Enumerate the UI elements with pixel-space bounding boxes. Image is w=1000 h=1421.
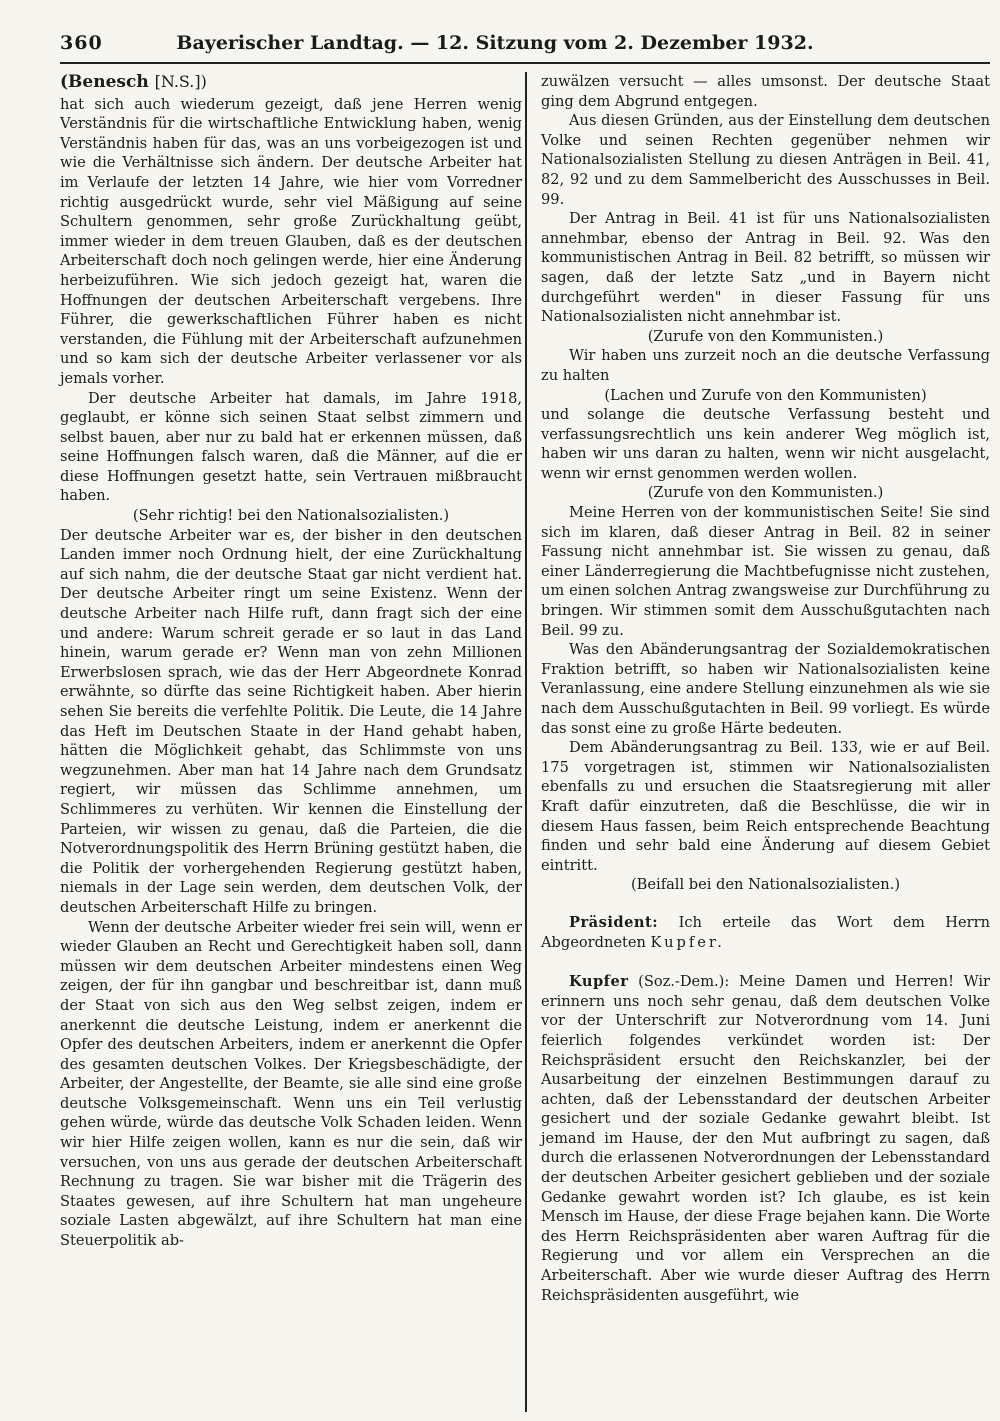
interjection: (Beifall bei den Nationalsozialisten.)	[630, 876, 901, 894]
page-header	[60, 32, 990, 62]
page-number: 360	[60, 32, 103, 54]
running-title: Bayerischer Landtag. — 12. Sitzung vom 2. Dezember 1932.	[176, 32, 814, 54]
left-column	[60, 72, 522, 1251]
interjection: (Sehr richtig! bei den Nationalsozialisten.)	[132, 507, 450, 525]
paragraph: Aus diesen Gründen, aus der Einstellung dem deutschen Volke und seinen Rechten gegenüber nehmen wir Nationalsozialisten Stellung zu diesen Anträgen in Beil. 41, 82, 92 und zu dem Sammelbericht des Ausschusses in Beil. 99.	[541, 112, 990, 208]
paragraph: hat sich auch wiederum gezeigt, daß jene Herren wenig Verständnis für die wirtschaftliche Entwicklung haben, wenig Verständnis haben für das, was an uns vorbeigezogen ist und wie die Verhältnisse sich ändern. Der deutsche Arbeiter hat im Verlaufe der letzten 14 Jahre, wie hier vom Vorredner richtig ausgedrückt wurde, sehr viel Mäßigung auf seine Schultern genommen, sehr große Zurückhaltung geübt, immer wieder in dem treuen Glauben, daß es der deutschen Arbeiterschaft doch noch gelingen werde, hier eine Änderung herbeizuführen. Wie sich jedoch gezeigt hat, waren die Hoffnungen der deutschen Arbeiterschaft vergebens. Ihre Führer, die gewerkschaftlichen Führer haben es nicht verstanden, die Fühlung mit der Arbeiterschaft aufzunehmen und so kam sich der deutsche Arbeiter verlassener vor als jemals vorher.	[60, 95, 522, 387]
interjection: (Zurufe von den Kommunisten.)	[647, 327, 884, 345]
paragraph: Was den Abänderungsantrag der Sozialdemokratischen Fraktion betrifft, so haben wir Nationalsozialisten keine Veranlassung, eine andere Stellung einzunehmen als wie sie nach dem Ausschußgutachten in Beil. 99 vorliegt. Es würde das sonst eine zu große Härte bedeuten.	[541, 641, 990, 737]
interjection: (Zurufe von den Kommunisten.)	[647, 484, 884, 502]
header-rule	[60, 62, 990, 64]
speaker-party: [N.S.])	[154, 72, 207, 91]
speaker-party: (Soz.-Dem.):	[638, 973, 730, 991]
paragraph: Meine Herren von der kommunistischen Seite! Sie sind sich im klaren, daß dieser Antrag in Beil. 82 in seiner Fassung nicht annehmbar ist. Sie wissen zu genau, daß einer Länderregierung die Machtbefugnisse nicht zustehen, um einen solchen Antrag zwangsweise zur Durchführung zu bringen. Wir stimmen somit dem Ausschußgutachten nach Beil. 99 zu.	[541, 504, 990, 639]
spacer	[541, 958, 990, 972]
column-divider	[525, 72, 527, 1412]
paragraph: und solange die deutsche Verfassung besteht und verfassungsrechtlich uns kein anderer Weg möglich ist, haben wir uns daran zu halten, wenn wir nicht ausgelacht, wenn wir ernst genommen werden wollen.	[541, 406, 990, 482]
interjection: (Lachen und Zurufe von den Kommunisten)	[604, 386, 927, 404]
paragraph: Der deutsche Arbeiter hat damals, im Jahre 1918, geglaubt, er könne sich seinen Staat selbst zimmern und selbst bauen, aber nur zu bald hat er erkennen müssen, daß seine Hoffnungen falsch waren, daß die Männer, auf die er diese Hoffnungen gesetzt hatte, sein Vertrauen mißbraucht haben.	[60, 389, 522, 505]
statement-text: Ich erteile das Wort dem Herrn Abgeordneten	[541, 913, 990, 951]
speaker-heading	[60, 72, 522, 93]
speaker-label: Kupfer	[569, 973, 629, 991]
paragraph: Dem Abänderungsantrag zu Beil. 133, wie er auf Beil. 175 vorgetragen ist, stimmen wir Nationalsozialisten ebenfalls zu und ersuchen die Staatsregierung mit aller Kraft dafür einzutreten, daß die Beschlüsse, die wir in diesem Haus fassen, beim Reich entsprechende Beachtung finden und sehr bald eine Änderung auf diesem Gebiet eintritt.	[541, 739, 990, 874]
right-column	[541, 72, 990, 1305]
paragraph: Der Antrag in Beil. 41 ist für uns Nationalsozialisten annehmbar, ebenso der Antrag in Beil. 92. Was den kommunistischen Antrag in Beil. 82 betrifft, so müssen wir sagen, daß der letzte Satz „und in Bayern nicht durchgeführt werden" in dieser Fassung für uns Nationalsozialisten nicht annehmbar ist.	[541, 210, 990, 326]
president-statement	[541, 913, 990, 952]
speaker-name: Kupfer.	[650, 933, 725, 951]
paragraph: Wir haben uns zurzeit noch an die deutsche Verfassung zu halten	[541, 347, 990, 384]
paragraph: zuwälzen versucht — alles umsonst. Der deutsche Staat ging dem Abgrund entgegen.	[541, 73, 990, 110]
paragraph: Der deutsche Arbeiter war es, der bisher in den deutschen Landen immer noch Ordnung hielt, der eine Zurückhaltung auf sich nahm, die der deutsche Staat gar nicht verdient hat. Der deutsche Arbeiter ringt um seine Existenz. Wenn der deutsche Arbeiter nach Hilfe ruft, dann fragt sich der eine und andere: Warum schreit gerade er so laut in das Land hinein, warum gerade er? Wenn man von zehn Millionen Erwerbslosen sprach, wie das der Herr Abgeordnete Konrad erwähnte, so dürfte das seine Richtigkeit haben. Aber hierin sehen Sie bereits die verfehlte Politik. Die Leute, die 14 Jahre das Heft im Deutschen Staate in der Hand gehabt haben, hätten die Möglichkeit gehabt, das Schlimmste von uns wegzunehmen. Aber man hat 14 Jahre nach dem Grundsatz regiert, wir müssen das Schlimme annehmen, um Schlimmeres zu verhüten. Wir kennen die Einstellung der Parteien, wir wissen zu genau, daß die Parteien, die die Notverordnungspolitik des Herrn Brüning gestützt haben, die die Politik der vorhergehenden Regierung gestützt haben, niemals in der Lage sein werden, dem deutschen Volk, der deutschen Arbeiterschaft Hilfe zu bringen.	[60, 526, 522, 916]
speech-text: Meine Damen und Herren! Wir erinnern uns noch sehr genau, daß dem deutschen Volke vor der Unterschrift zur Notverordnung vom 14. Juni feierlich folgendes verkündet worden ist: Der Reichspräsident ersucht den Reichskanzler, bei der Ausarbeitung der einzelnen Bestimmungen darauf zu achten, daß der Lebensstandard der deutschen Arbeiter gesichert und der soziale Gedanke gewahrt bleibt. Ist jemand im Hause, der den Mut aufbringt zu sagen, daß durch die erlassenen Notverordnungen der Lebensstandard der deutschen Arbeiter gesichert geblieben und der soziale Gedanke gewahrt worden ist? Ich glaube, es ist kein Mensch im Hause, der diese Frage bejahen kann. Die Worte des Herrn Reichspräsidenten aber waren Auftrag für die Regierung und vor allem ein Versprechen an die Arbeiterschaft. Aber wie wurde dieser Auftrag des Herrn Reichspräsidenten ausgeführt, wie	[541, 973, 991, 1304]
spacer	[541, 895, 990, 909]
speaker-name: (Benesch	[60, 72, 149, 92]
paragraph: Wenn der deutsche Arbeiter wieder frei sein will, wenn er wieder Glauben an Recht und Gerechtigkeit haben soll, dann müssen wir dem deutschen Arbeiter mindestens einen Weg zeigen, der für ihn gangbar und beschreitbar ist, dann muß der Staat von sich aus den Weg selbst zeigen, indem er anerkennt die deutsche Leistung, indem er anerkennt die Opfer des deutschen Arbeiters, indem er anerkennt die Opfer des gesamten deutschen Volkes. Der Kriegsbeschädigte, der Arbeiter, der Angestellte, der Beamte, sie alle sind eine große deutsche Volksgemeinschaft. Wenn uns ein Teil verlustig gehen würde, würde das deutsche Volk Schaden leiden. Wenn wir hier Hilfe zeigen wollen, kann es nur die sein, daß wir versuchen, von uns aus gerade der deutschen Arbeiterschaft Rechnung zu tragen. Sie war bisher mit die Trägerin des Staates gewesen, auf ihre Schultern hat man ungeheure soziale Lasten abgewälzt, auf ihre Schultern hat man eine Steuerpolitik ab-	[60, 918, 522, 1250]
speaker-label: Präsident:	[569, 913, 659, 931]
kupfer-speech	[541, 972, 990, 1305]
